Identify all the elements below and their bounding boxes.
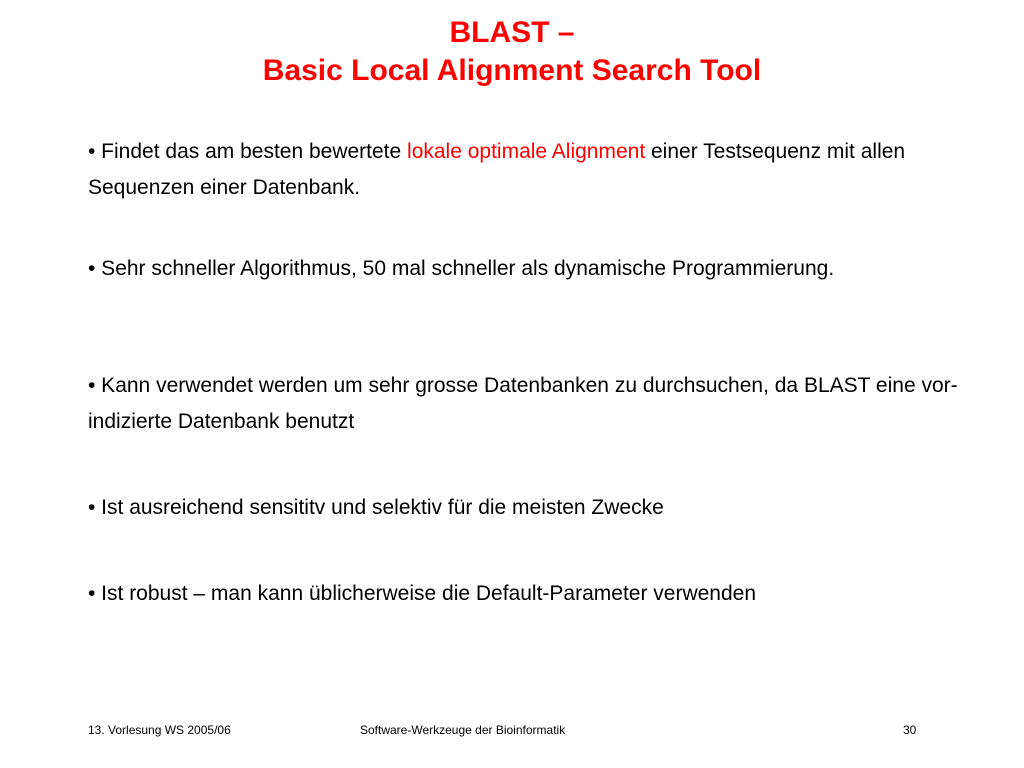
footer-page-number: 30 [903, 723, 917, 737]
bullet-item-5: • Ist robust – man kann üblicherweise die Default-Parameter verwenden [88, 582, 757, 605]
bullet-highlight: lokale optimale Alignment [407, 140, 646, 163]
slide-title-line-1: BLAST – [449, 16, 575, 49]
bullet-item-2: • Sehr schneller Algorithmus, 50 mal schneller als dynamische Programmierung. [88, 257, 835, 280]
bullet-item-1 [88, 134, 978, 206]
slide-title-line-2: Basic Local Alignment Search Tool [262, 54, 762, 87]
slide-title [0, 14, 1024, 90]
footer-course-info: 13. Vorlesung WS 2005/06 [88, 723, 231, 737]
bullet-item-3: • Kann verwendet werden um sehr grosse Datenbanken zu durchsuchen, da BLAST eine vor-indizierte Datenbank benutzt [88, 374, 958, 433]
bullet-text: einer Testsequenz mit allen Sequenzen einer Datenbank. [88, 140, 906, 199]
bullet-item-4: • Ist ausreichend sensititv und selektiv für die meisten Zwecke [88, 496, 664, 519]
bullet-text: • Findet das am besten bewertete [88, 140, 408, 163]
footer-title: Software-Werkzeuge der Bioinformatik [360, 723, 566, 737]
